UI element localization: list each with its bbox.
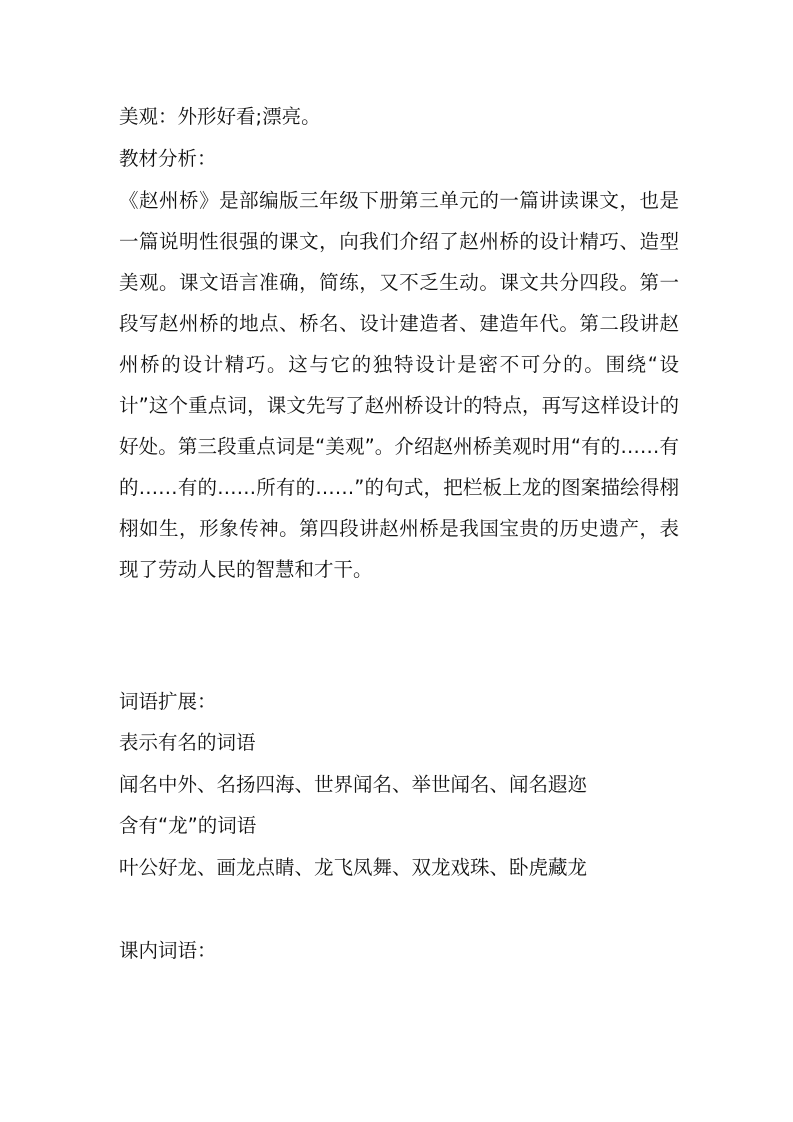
vocab-heading: 词语扩展：	[119, 690, 217, 713]
vocab-group-words-dragon: 叶公好龙、画龙点睛、龙飞凤舞、双龙戏珠、卧虎藏龙	[119, 856, 588, 879]
meiguan-definition: 美观：外形好看;漂亮。	[119, 105, 321, 128]
analysis-paragraph: 《赵州桥》是部编版三年级下册第三单元的一篇讲读课文，也是一篇说明性很强的课文，向我们介绍了赵州桥的设计精巧、造型美观。课文语言准确，简练，又不乏生动。课文共分四段。第一段写赵州桥的地点、桥名、设计建造者、建造年代。第二段讲赵州桥的设计精巧。这与它的独特设计是密不可分的。围绕“设计”这个重点词，课文先写了赵州桥设计的特点，再写这样设计的好处。第三段重点词是“美观”。介绍赵州桥美观时用“有的……有的……有的……所有的……”的句式，把栏板上龙的图案描绘得栩栩如生，形象传神。第四段讲赵州桥是我国宝贵的历史遗产，表现了劳动人民的智慧和才干。	[119, 189, 679, 581]
inclass-vocab-heading: 课内词语：	[119, 939, 217, 962]
vocab-group-words-famous: 闻名中外、名扬四海、世界闻名、举世闻名、闻名遐迩	[119, 773, 588, 796]
analysis-heading: 教材分析：	[119, 147, 217, 170]
vocab-group-title-famous: 表示有名的词语	[119, 731, 256, 754]
vocab-group-title-dragon: 含有“龙”的词语	[119, 814, 257, 837]
